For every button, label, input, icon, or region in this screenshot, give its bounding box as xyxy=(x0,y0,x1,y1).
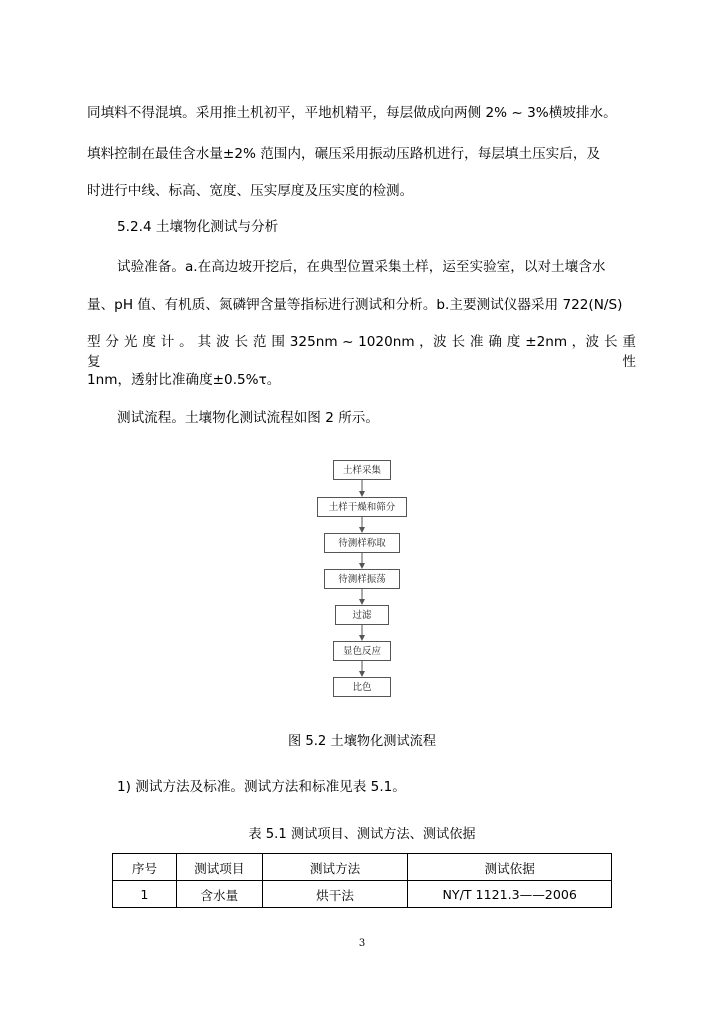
flow-step-weigh: 待测样称取 xyxy=(324,533,400,553)
paragraph-line: 测试流程。土壤物化测试流程如图 2 所示。 xyxy=(117,410,379,426)
paragraph-line: 时进行中线、标高、宽度、压实厚度及压实度的检测。 xyxy=(87,183,414,199)
paragraph-line: 试验准备。a.在高边坡开挖后，在典型位置采集土样，运至实验室，以对土壤含水 xyxy=(117,259,606,275)
flow-step-color-reaction: 显色反应 xyxy=(333,641,391,661)
table-header-cell: 测试方法 xyxy=(262,854,408,881)
flow-step-dry-sieve: 土样干燥和筛分 xyxy=(317,497,407,517)
flow-step-colorimetry: 比色 xyxy=(333,677,391,697)
table-header-row xyxy=(113,854,612,881)
flow-step-filter: 过滤 xyxy=(335,605,389,625)
paragraph-line: 1nm，透射比准确度±0.5%τ。 xyxy=(87,372,281,388)
figure-caption: 图 5.2 土壤物化测试流程 xyxy=(287,734,437,749)
table-row xyxy=(113,881,612,908)
paragraph-line: 填料控制在最佳含水量±2% 范围内，碾压采用振动压路机进行，每层填土压实后，及 xyxy=(87,146,601,162)
flowchart xyxy=(315,458,409,698)
table-cell: 含水量 xyxy=(176,881,262,908)
table-header-cell: 测试依据 xyxy=(408,854,612,881)
paragraph-line: 量、pH 值、有机质、氮磷钾含量等指标进行测试和分析。b.主要测试仪器采用 722(N/S) xyxy=(87,297,623,313)
flow-step-sample-collection: 土样采集 xyxy=(333,460,391,480)
paragraph-line: 型 分 光 度 计 。 其 波 长 范 围 325nm ~ 1020nm ，波 长 准 确 度 ±2nm ，波 长 重 复 性 xyxy=(87,334,636,370)
test-table xyxy=(112,853,612,908)
table-caption: 表 5.1 测试项目、测试方法、测试依据 xyxy=(248,827,476,842)
flow-step-oscillate: 待测样振荡 xyxy=(324,569,400,589)
table-cell: NY/T 1121.3——2006 xyxy=(408,881,612,908)
page-number: 3 xyxy=(358,938,366,949)
section-heading: 5.2.4 土壤物化测试与分析 xyxy=(117,219,279,235)
table-cell: 1 xyxy=(113,881,177,908)
paragraph-line: 同填料不得混填。采用推土机初平，平地机精平，每层做成向两侧 2% ~ 3%横坡排水。 xyxy=(87,105,617,121)
table-header-cell: 序号 xyxy=(113,854,177,881)
table-header-cell: 测试项目 xyxy=(176,854,262,881)
table-cell: 烘干法 xyxy=(262,881,408,908)
paragraph-line: 1) 测试方法及标准。测试方法和标准见表 5.1。 xyxy=(117,779,406,795)
